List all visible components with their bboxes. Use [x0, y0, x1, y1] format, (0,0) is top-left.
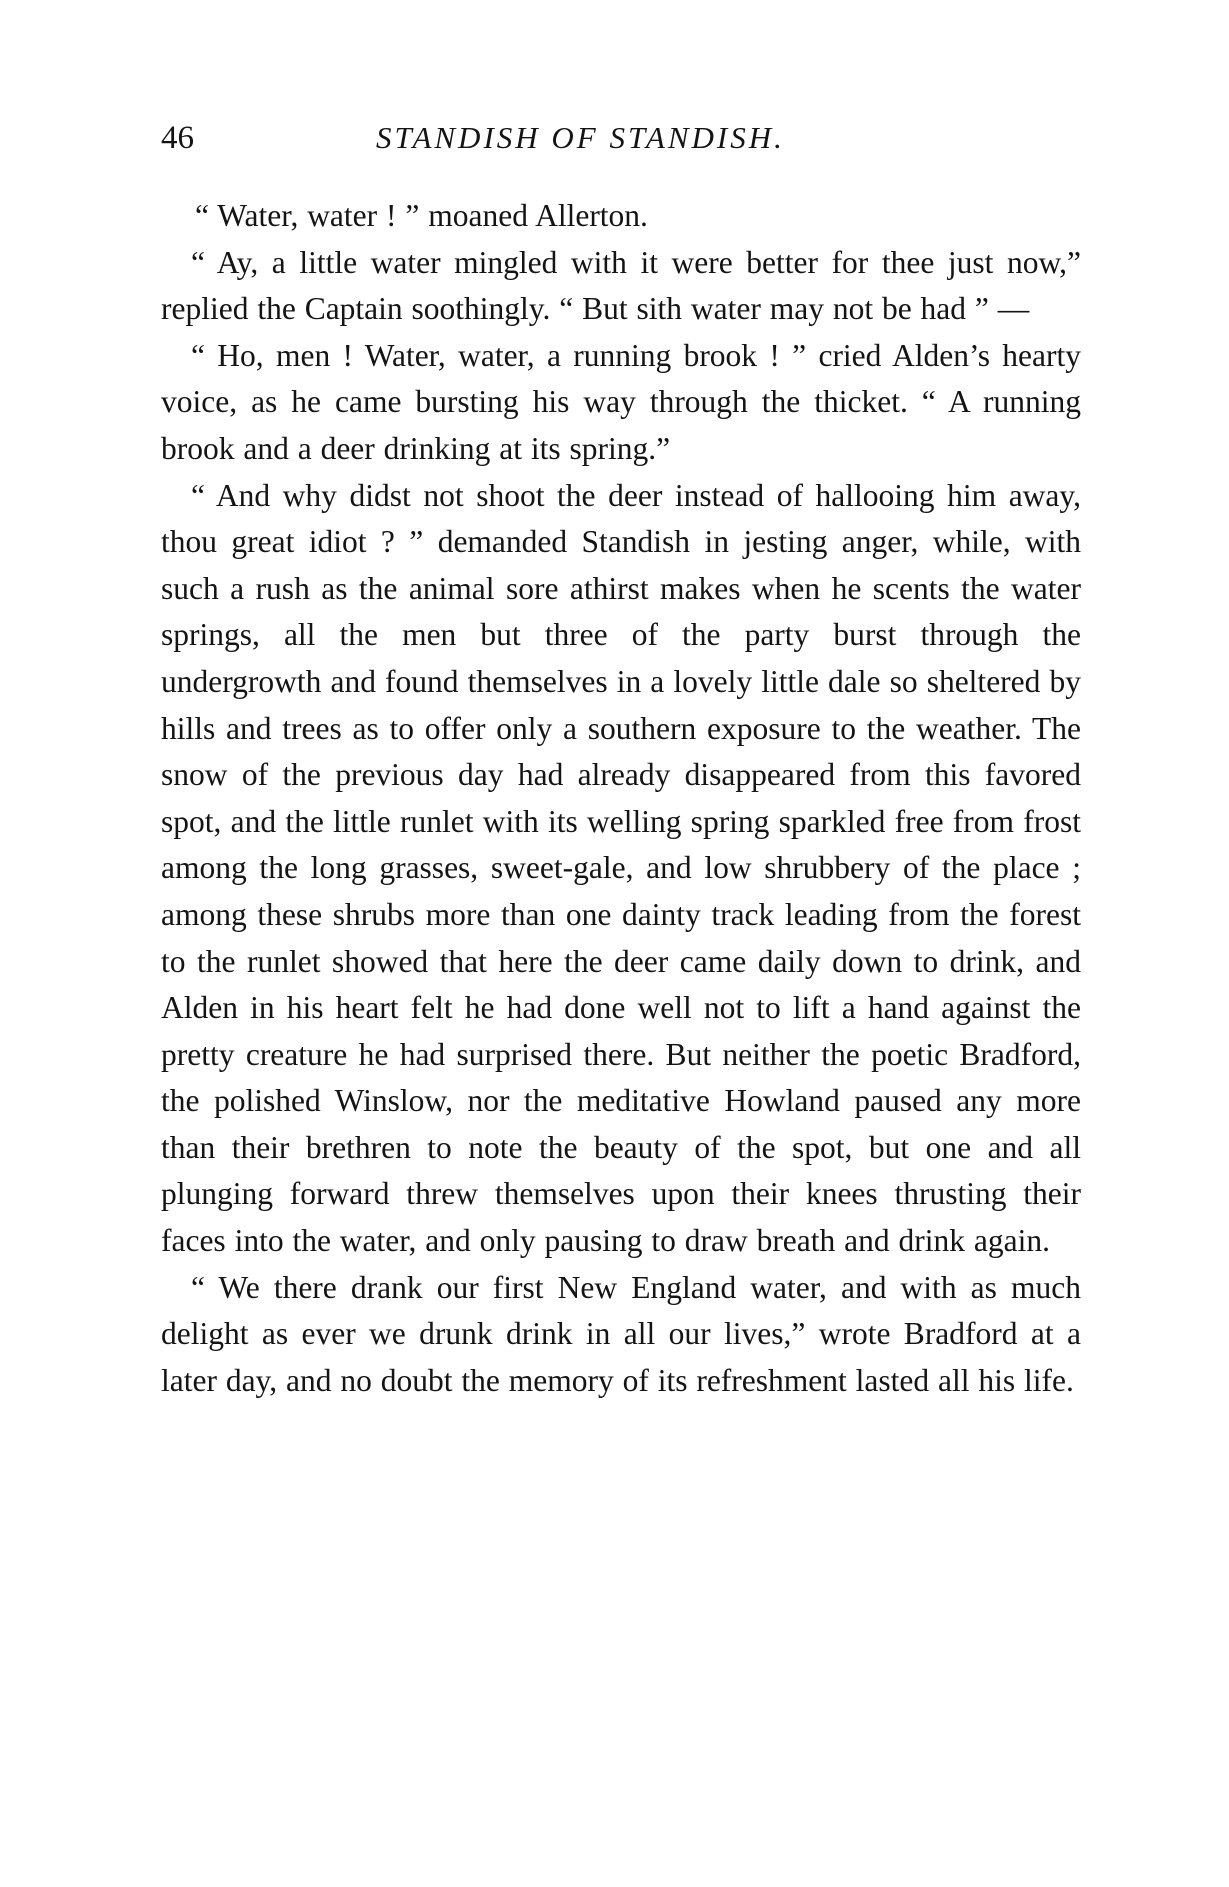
- page-number: 46: [161, 120, 194, 156]
- body-text: [161, 193, 1081, 1404]
- running-title: STANDISH OF STANDISH.: [376, 120, 785, 155]
- paragraph: “ We there drank our first New England water, and with as much delight as ever we drunk drink in all our lives,” wrote Bradford at a later day, and no doubt the memory of its refreshment lasted all his life.: [161, 1269, 1081, 1398]
- paragraph: “ Ay, a little water mingled with it were better for thee just now,” replied the Captain soothingly. “ But sith water may not be had ” —: [161, 244, 1081, 327]
- page-header: [161, 118, 1081, 168]
- paragraph: “ Water, water ! ” moaned Allerton.: [195, 198, 648, 233]
- paragraph: “ And why didst not shoot the deer instead of hallooing him away, thou great idiot ? ” demanded Standish in jesting anger, while, with such a rush as the animal sore athirst makes when he scents the water springs, all the men but three of the party burst through the undergrowth and found themselves in a lovely little dale so sheltered by hills and trees as to offer only a southern exposure to the weather. The snow of the previous day had already disappeared from this favored spot, and the little runlet with its welling spring sparkled free from frost among the long grasses, sweet-gale, and low shrubbery of the place ; among these shrubs more than one dainty track leading from the forest to the runlet showed that here the deer came daily down to drink, and Alden in his heart felt he had done well not to lift a hand against the pretty creature he had surprised there. But neither the poetic Bradford, the polished Winslow, nor the meditative Howland paused any more than their brethren to note the beauty of the spot, but one and all plunging forward threw themselves upon their knees thrusting their faces into the water, and only pausing to draw breath and drink again.: [161, 477, 1081, 1259]
- paragraph: “ Ho, men ! Water, water, a running brook ! ” cried Alden’s hearty voice, as he came bursting his way through the thicket. “ A running brook and a deer drinking at its spring.”: [161, 337, 1081, 466]
